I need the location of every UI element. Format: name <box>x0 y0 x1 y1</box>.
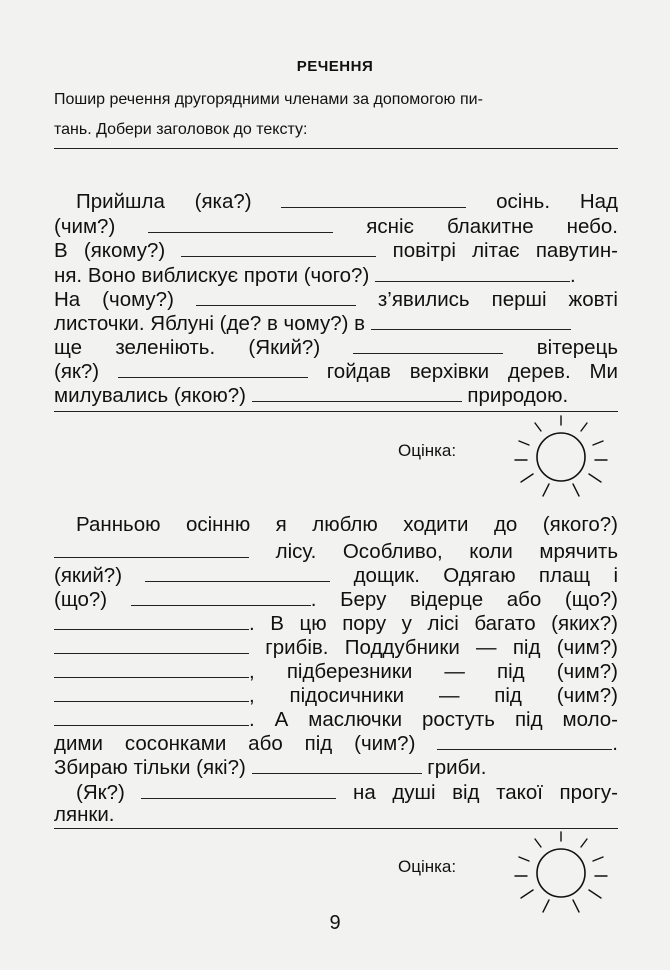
page-number: 9 <box>329 912 341 934</box>
text1-line-5: На (чому?) з’явились перші жовті <box>54 288 618 311</box>
sun-icon[interactable] <box>505 828 617 918</box>
answer-blank[interactable] <box>148 213 333 233</box>
text2-line-3: (який?) дощик. Одягаю плащ і <box>54 564 618 587</box>
answer-blank[interactable] <box>252 754 422 774</box>
text1-line-6: листочки. Яблуні (де? в чому?) в <box>54 310 618 336</box>
text2-line-1: Ранньою осінню я люблю ходити до (якого?) <box>76 513 618 536</box>
answer-blank[interactable] <box>371 310 571 330</box>
text1-line-9: милувались (якою?) природою. <box>54 384 569 407</box>
text1-line-3: В (якому?) повітрі літає павутин- <box>54 239 619 262</box>
answer-blank[interactable] <box>437 730 612 750</box>
text2-line-13: лянки. <box>54 803 115 826</box>
text1-line-4: ня. Воно виблискує проти (чого?) . <box>54 264 576 287</box>
text1-line-1: Прийшла (яка?) осінь. Над <box>76 190 618 213</box>
text2-line-10: дими сосонками або під (чим?) . <box>54 732 618 755</box>
sun-icon[interactable] <box>505 412 617 502</box>
answer-blank[interactable] <box>145 562 330 582</box>
instruction-line-1: Пошир речення другорядними членами за допомогою пи- <box>54 91 483 108</box>
text2-line-5: . В цю пору у лісі багато (яких?) <box>54 610 618 636</box>
answer-blank[interactable] <box>141 779 336 799</box>
text2-line-4: (що?) . Беру відерце або (що?) <box>54 588 618 611</box>
answer-blank[interactable] <box>54 682 249 702</box>
answer-blank[interactable] <box>54 610 249 630</box>
answer-blank[interactable] <box>353 334 503 354</box>
answer-blank[interactable] <box>54 538 249 558</box>
page-title: РЕЧЕННЯ <box>296 58 374 75</box>
grade-label-1: Оцінка: <box>398 441 457 460</box>
answer-blank[interactable] <box>54 706 249 726</box>
text2-line-9: . А маслючки ростуть під моло- <box>54 706 618 732</box>
text1-line-7: ще зеленіють. (Який?) вітерець <box>54 336 618 359</box>
text1-line-2: (чим?) ясніє блакитне небо. <box>54 215 618 238</box>
text1-line-8: (як?) гойдав верхівки дерев. Ми <box>54 360 618 383</box>
text2-line-11: Збираю тільки (які?) гриби. <box>54 756 487 779</box>
text2-line-2: лісу. Особливо, коли мрячить <box>54 538 618 564</box>
answer-blank[interactable] <box>252 382 462 402</box>
answer-blank[interactable] <box>54 658 249 678</box>
answer-blank[interactable] <box>281 188 466 208</box>
answer-blank[interactable] <box>196 286 356 306</box>
grade-label-2: Оцінка: <box>398 857 457 876</box>
text2-line-6: грибів. Поддубники — під (чим?) <box>54 634 618 660</box>
answer-blank[interactable] <box>181 237 376 257</box>
instruction-line-2: тань. Добери заголовок до тексту: <box>54 121 308 138</box>
answer-blank[interactable] <box>118 358 308 378</box>
text2-line-8: , підосичники — під (чим?) <box>54 682 618 708</box>
answer-blank[interactable] <box>131 586 311 606</box>
answer-blank[interactable] <box>54 634 249 654</box>
answer-blank[interactable] <box>375 262 570 282</box>
title-answer-line[interactable] <box>54 148 618 149</box>
text2-line-12: (Як?) на душі від такої прогу- <box>76 781 619 804</box>
text2-line-7: , підберезники — під (чим?) <box>54 658 618 684</box>
